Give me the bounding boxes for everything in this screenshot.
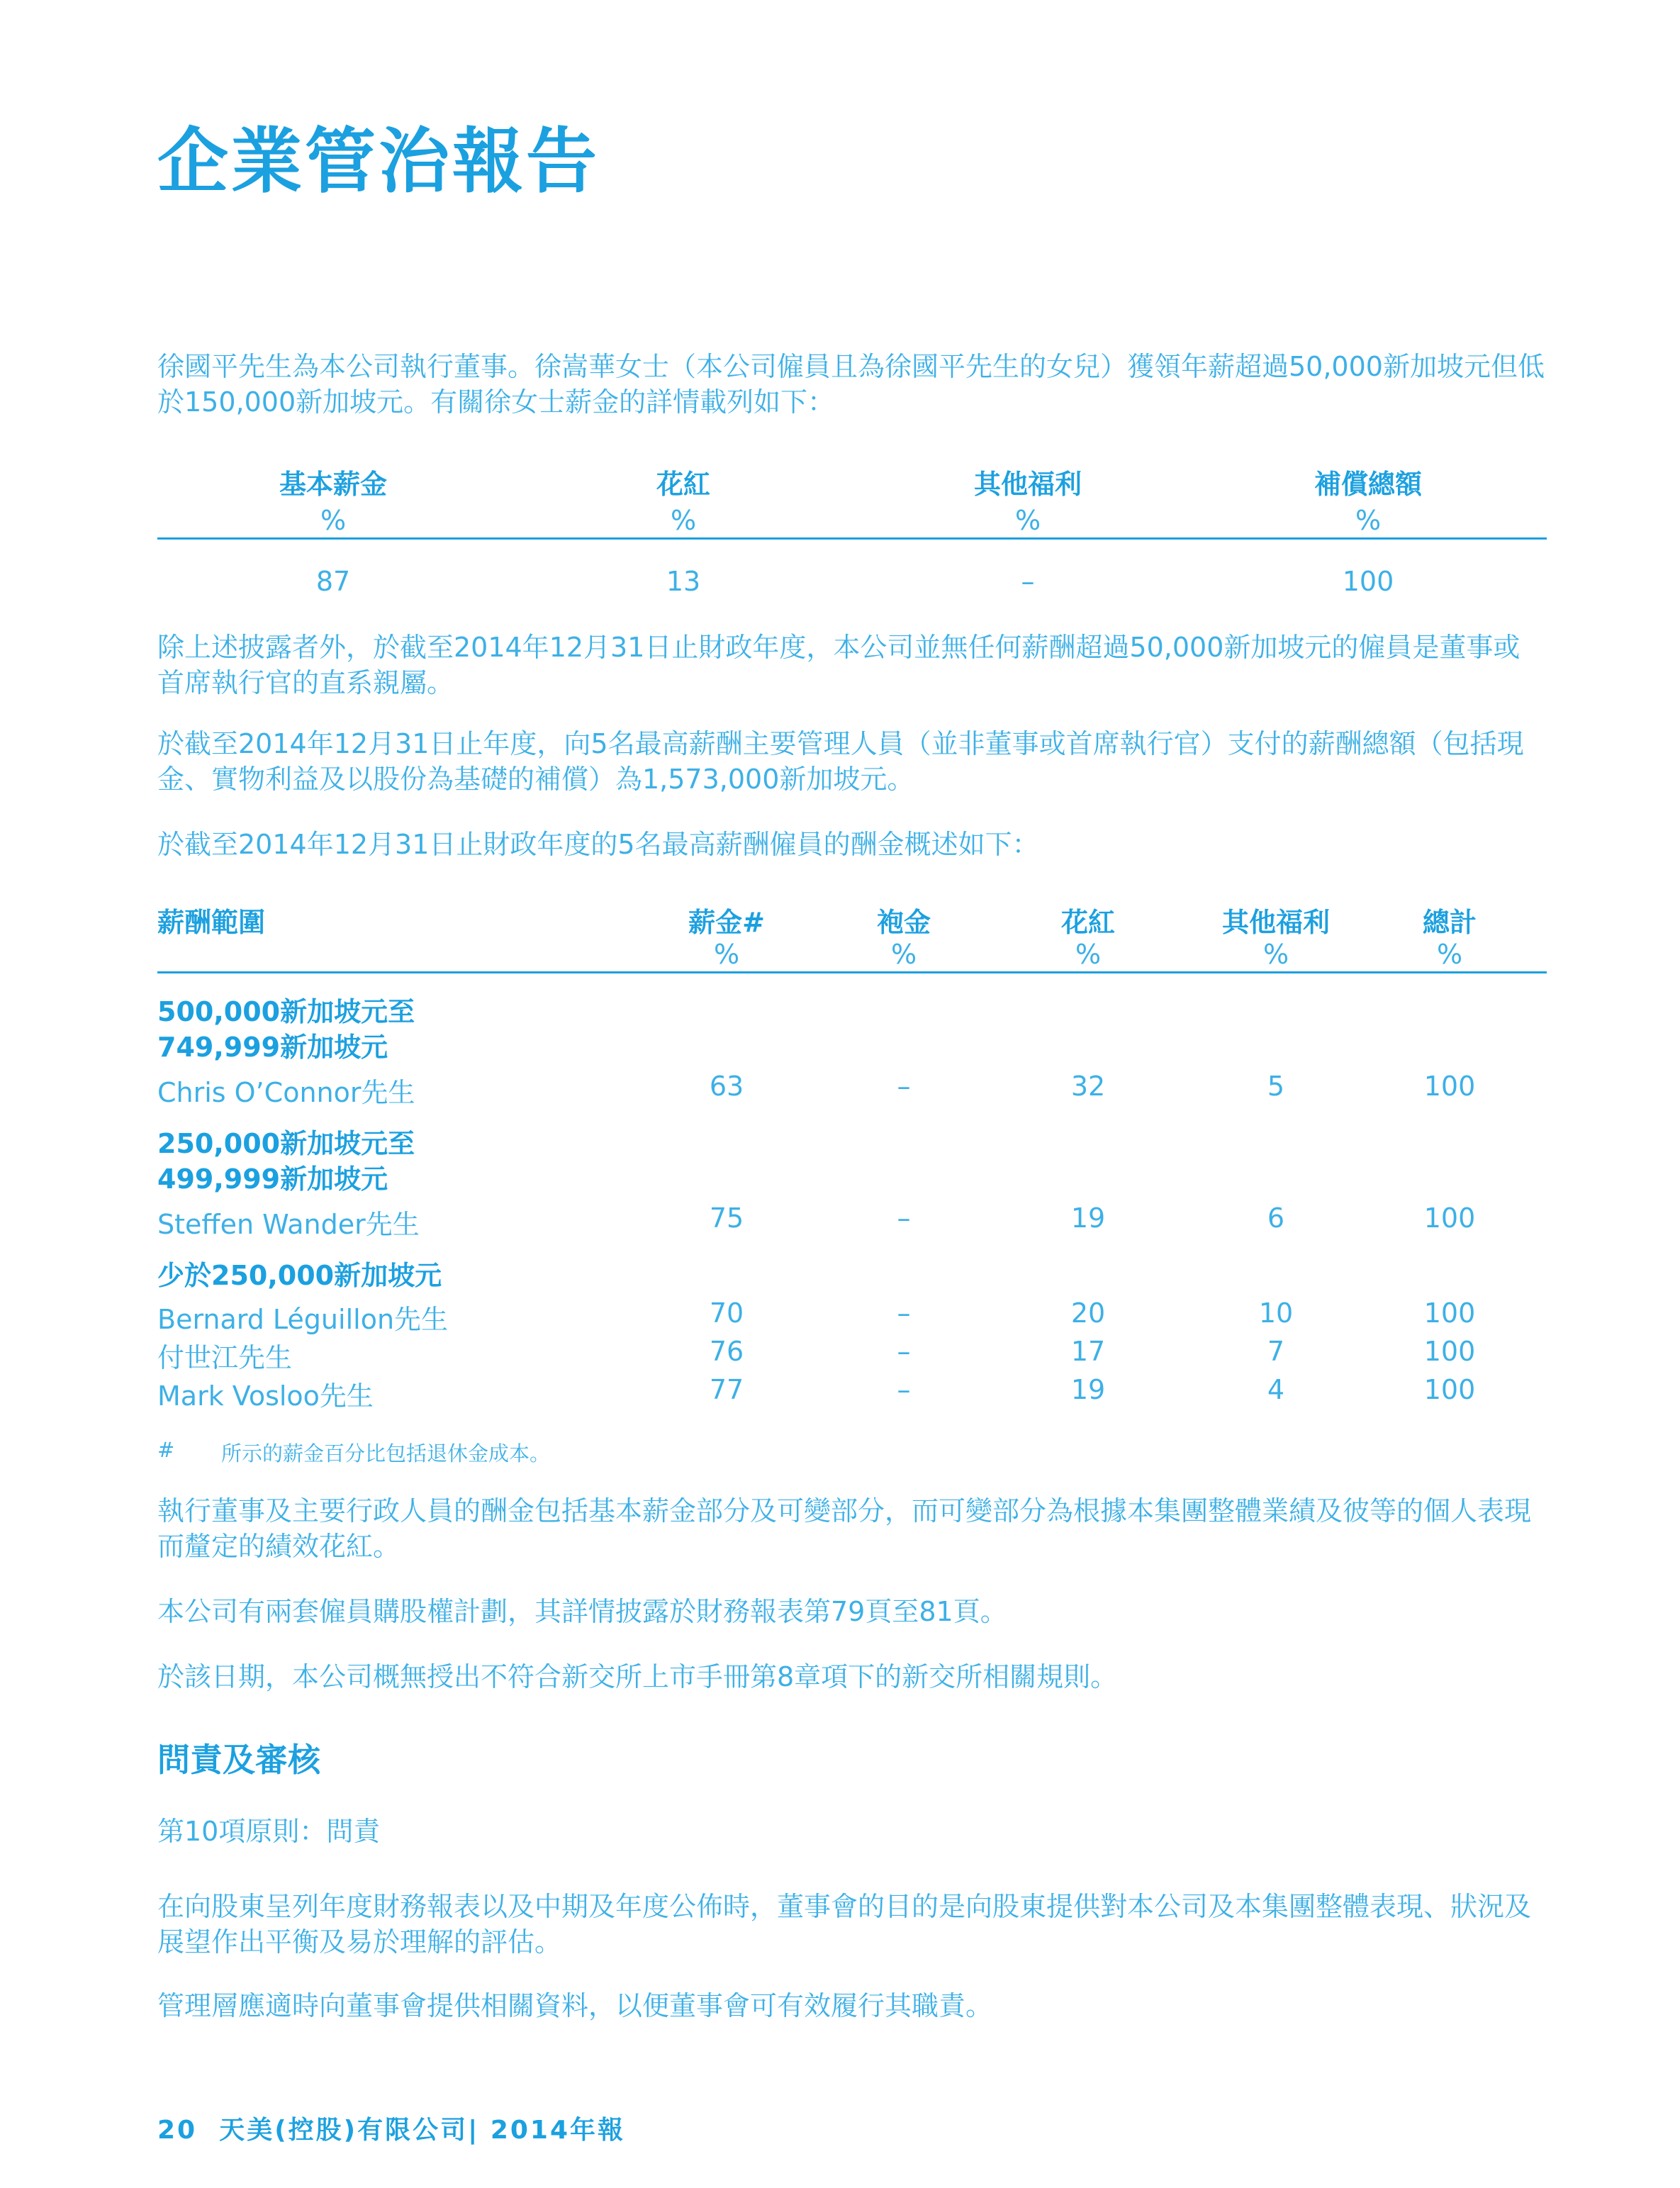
cell-total-compensation: 100 bbox=[1342, 566, 1394, 597]
cell-total: 100 bbox=[1423, 1336, 1476, 1367]
band-label: 749,999新加坡元 bbox=[157, 1032, 388, 1063]
page-title: 企業管治報告 bbox=[157, 120, 600, 203]
cell-bonus: 19 bbox=[1070, 1202, 1106, 1234]
employee-name: 付世江先生 bbox=[157, 1342, 293, 1373]
paragraph-top-five: 於截至2014年12月31日止財政年度的5名最高薪酬僱員的酬金概述如下： bbox=[157, 829, 1039, 860]
cell-basic-salary: 87 bbox=[315, 566, 351, 597]
unit-bonus: % bbox=[670, 505, 697, 536]
unit-salary: % bbox=[713, 939, 740, 970]
unit-total-compensation: % bbox=[1355, 505, 1382, 536]
cell-total: 100 bbox=[1423, 1374, 1476, 1405]
cell-other-benefits: – bbox=[1021, 566, 1035, 597]
header-salary: 薪金# bbox=[688, 907, 765, 938]
cell-salary: 77 bbox=[709, 1374, 744, 1405]
cell-bonus: 19 bbox=[1070, 1374, 1106, 1405]
footer-separator: | bbox=[468, 2116, 480, 2145]
paragraph-compliance: 於該日期，本公司概無授出不符合新交所上市手冊第8章項下的新交所相關規則。 bbox=[157, 1661, 1118, 1692]
band-label: 少於250,000新加坡元 bbox=[157, 1260, 442, 1291]
header-basic-salary: 基本薪金 bbox=[279, 469, 387, 500]
cell-other-benefits: 7 bbox=[1267, 1336, 1285, 1367]
footnote-mark: # bbox=[157, 1438, 175, 1462]
cell-salary: 70 bbox=[709, 1297, 744, 1329]
cell-total: 100 bbox=[1423, 1202, 1476, 1234]
unit-total: % bbox=[1436, 939, 1463, 970]
cell-fees: – bbox=[897, 1202, 911, 1234]
cell-bonus: 17 bbox=[1070, 1336, 1106, 1367]
footnote-text: 所示的薪金百分比包括退休金成本。 bbox=[221, 1441, 551, 1466]
employee-name: Steffen Wander先生 bbox=[157, 1209, 420, 1240]
cell-other-benefits: 5 bbox=[1267, 1071, 1285, 1102]
header-fees: 袍金 bbox=[876, 907, 931, 938]
cell-fees: – bbox=[897, 1071, 911, 1102]
table-divider bbox=[157, 537, 1547, 540]
unit-bonus: % bbox=[1075, 939, 1102, 970]
paragraph-intro: 徐國平先生為本公司執行董事。徐嵩華女士（本公司僱員且為徐國平先生的女兒）獲領年薪超過50,000新加坡元但低於150,000新加坡元。有關徐女士薪金的詳情載列如下： bbox=[157, 351, 1545, 418]
employee-name: Mark Vosloo先生 bbox=[157, 1380, 374, 1412]
paragraph-management-info: 管理層應適時向董事會提供相關資料，以便董事會可有效履行其職責。 bbox=[157, 1990, 993, 2021]
cell-fees: – bbox=[897, 1336, 911, 1367]
cell-salary: 63 bbox=[709, 1071, 744, 1102]
unit-other-benefits: % bbox=[1014, 505, 1041, 536]
header-bonus: 花紅 bbox=[656, 469, 710, 500]
unit-other-benefits: % bbox=[1262, 939, 1289, 970]
band-label: 500,000新加坡元至 bbox=[157, 996, 415, 1027]
cell-bonus: 13 bbox=[666, 566, 701, 597]
cell-other-benefits: 4 bbox=[1267, 1374, 1285, 1405]
paragraph-accountability: 在向股東呈列年度財務報表以及中期及年度公佈時，董事會的目的是向股東提供對本公司及本集團整體表現、狀況及展望作出平衡及易於理解的評估。 bbox=[157, 1891, 1532, 1958]
page-number: 20 bbox=[157, 2116, 198, 2145]
header-remuneration-band: 薪酬範圍 bbox=[157, 907, 266, 938]
paragraph-key-management: 於截至2014年12月31日止年度，向5名最高薪酬主要管理人員（並非董事或首席執行官）支付的薪酬總額（包括現金、實物利益及以股份為基礎的補償）為1,573,000新加坡元。 bbox=[157, 728, 1524, 795]
employee-name: Bernard Léguillon先生 bbox=[157, 1304, 449, 1335]
header-bonus: 花紅 bbox=[1060, 907, 1115, 938]
cell-other-benefits: 10 bbox=[1258, 1297, 1294, 1329]
header-total-compensation: 補償總額 bbox=[1314, 469, 1422, 500]
section-heading: 問責及審核 bbox=[157, 1741, 320, 1779]
paragraph-executive-remuneration: 執行董事及主要行政人員的酬金包括基本薪金部分及可變部分，而可變部分為根據本集團整體業績及彼等的個人表現而釐定的績效花紅。 bbox=[157, 1495, 1532, 1562]
unit-fees: % bbox=[890, 939, 917, 970]
cell-salary: 76 bbox=[709, 1336, 744, 1367]
page-footer bbox=[157, 2110, 625, 2146]
cell-bonus: 32 bbox=[1070, 1071, 1106, 1102]
cell-fees: – bbox=[897, 1297, 911, 1329]
cell-bonus: 20 bbox=[1070, 1297, 1106, 1329]
cell-total: 100 bbox=[1423, 1071, 1476, 1102]
band-label: 250,000新加坡元至 bbox=[157, 1128, 415, 1159]
header-total: 總計 bbox=[1422, 907, 1477, 938]
band-label: 499,999新加坡元 bbox=[157, 1163, 388, 1195]
cell-fees: – bbox=[897, 1374, 911, 1405]
principle-label: 第10項原則：問責 bbox=[157, 1816, 381, 1847]
header-other-benefits: 其他福利 bbox=[1221, 907, 1330, 938]
paragraph-share-option: 本公司有兩套僱員購股權計劃，其詳情披露於財務報表第79頁至81頁。 bbox=[157, 1596, 1007, 1627]
cell-other-benefits: 6 bbox=[1267, 1202, 1285, 1234]
unit-basic-salary: % bbox=[320, 505, 347, 536]
paragraph-relatives: 除上述披露者外，於截至2014年12月31日止財政年度，本公司並無任何薪酬超過50,000新加坡元的僱員是董事或首席執行官的直系親屬。 bbox=[157, 632, 1521, 698]
report-name: 2014年報 bbox=[490, 2116, 626, 2145]
table-divider bbox=[157, 971, 1547, 973]
header-other-benefits: 其他福利 bbox=[973, 469, 1082, 500]
company-name: 天美(控股)有限公司 bbox=[219, 2116, 469, 2145]
employee-name: Chris O’Connor先生 bbox=[157, 1077, 415, 1108]
cell-total: 100 bbox=[1423, 1297, 1476, 1329]
cell-salary: 75 bbox=[709, 1202, 744, 1234]
